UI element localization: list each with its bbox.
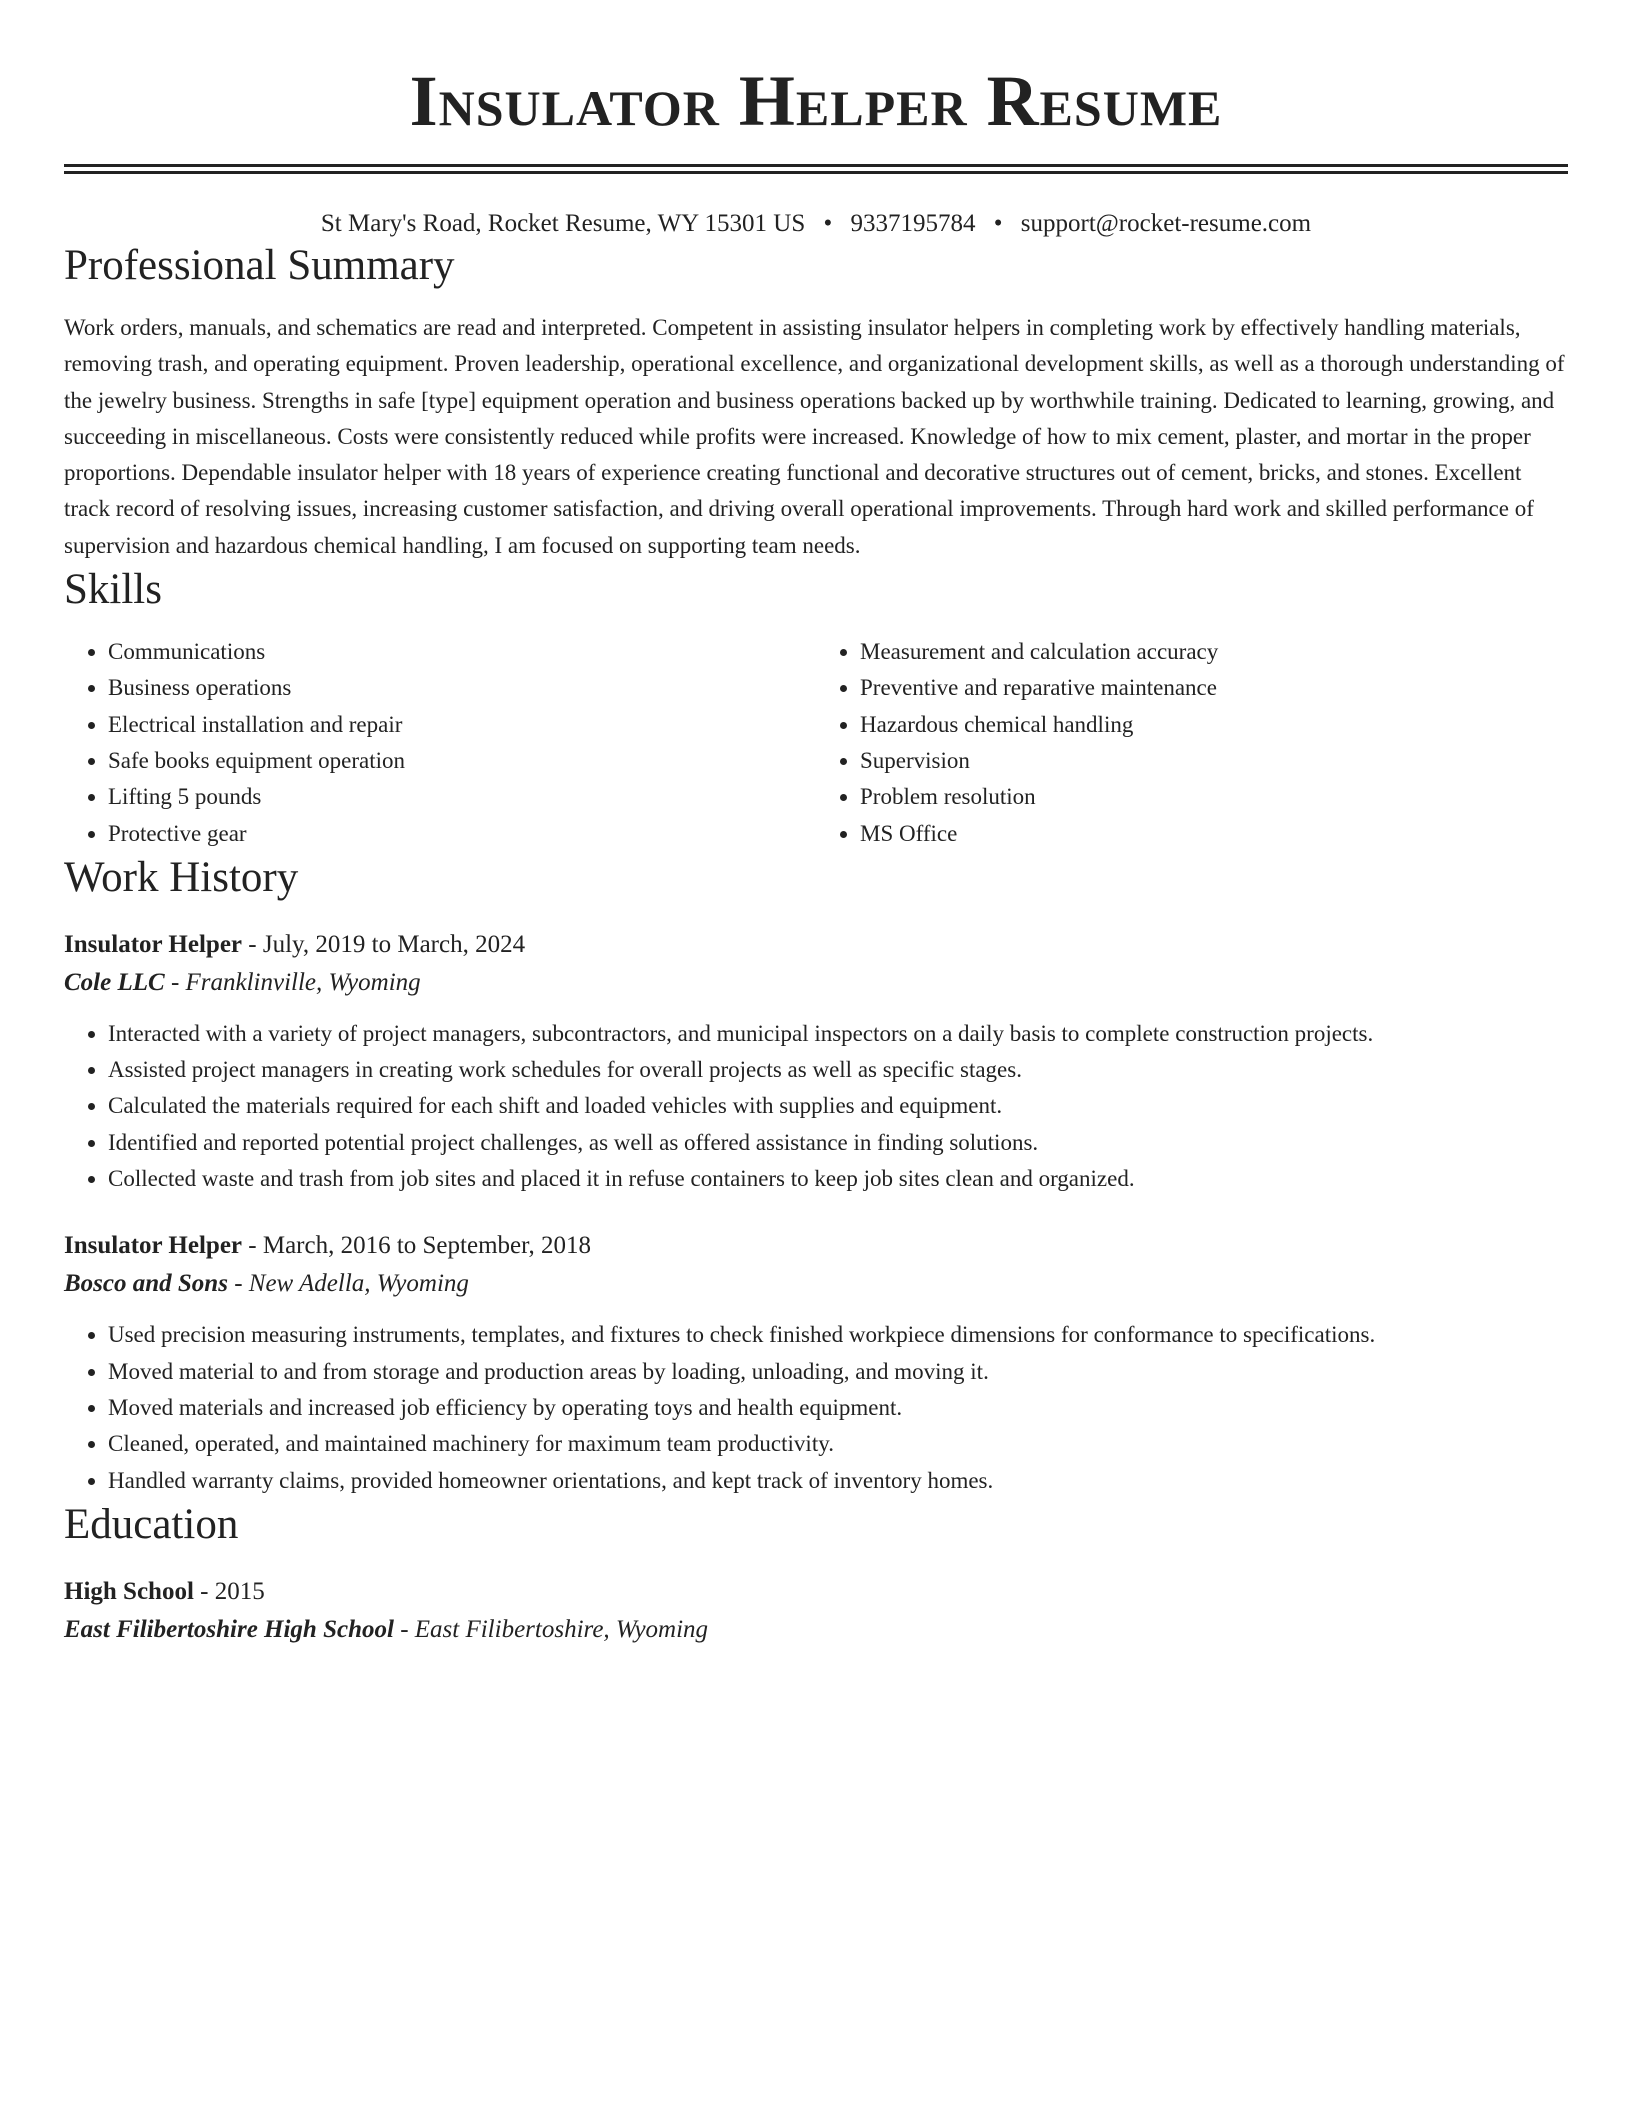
job-location: - Franklinville, Wyoming <box>164 968 421 996</box>
skill-item: • Communications <box>108 634 816 670</box>
job-bullet: • Moved materials and increased job efficiency by operating toys and health equipment. <box>108 1390 1568 1426</box>
job-bullet: • Assisted project managers in creating work schedules for overall projects as well as specific stages. <box>108 1052 1568 1088</box>
job-bullet: • Collected waste and trash from job sites and placed it in refuse containers to keep job sites clean and organized. <box>108 1161 1568 1197</box>
job-role: Insulator Helper <box>64 1232 243 1260</box>
education-school: East Filibertoshire High School <box>64 1615 394 1643</box>
skills-column-left <box>64 634 816 852</box>
contact-email: support@rocket-resume.com <box>1020 210 1312 237</box>
job-bullet: • Cleaned, operated, and maintained machinery for maximum team productivity. <box>108 1426 1568 1462</box>
job-company: Cole LLC <box>64 968 165 996</box>
skills-list <box>64 634 1568 852</box>
skill-item: • Supervision <box>860 743 1568 779</box>
summary-heading: Professional Summary <box>64 242 455 289</box>
resume-title: Insulator Helper Resume <box>409 61 1223 141</box>
job-bullet: • Interacted with a variety of project managers, subcontractors, and municipal inspectors on a daily basis to complete construction projects. <box>108 1016 1568 1052</box>
skill-item: • Electrical installation and repair <box>108 707 816 743</box>
education-location: - East Filibertoshire, Wyoming <box>393 1615 709 1643</box>
work-history-heading: Work History <box>64 853 299 901</box>
title-double-rule <box>64 164 1568 174</box>
education-school-line <box>64 1611 1568 1649</box>
job-bullets <box>64 1317 1568 1498</box>
skill-item: • Business operations <box>108 670 816 706</box>
job-bullet: • Handled warranty claims, provided homeowner orientations, and kept track of inventory homes. <box>108 1463 1568 1499</box>
job-bullet: • Moved material to and from storage and production areas by loading, unloading, and moving it. <box>108 1354 1568 1390</box>
skill-item: • Lifting 5 pounds <box>108 779 816 815</box>
contact-separator: • <box>823 210 833 237</box>
skill-item: • Measurement and calculation accuracy <box>860 634 1568 670</box>
skill-item: • Hazardous chemical handling <box>860 707 1568 743</box>
job-dates: - July, 2019 to March, 2024 <box>242 930 526 958</box>
education-heading: Education <box>64 1500 239 1548</box>
education-degree: High School <box>64 1577 194 1605</box>
skill-item: • Safe books equipment operation <box>108 743 816 779</box>
contact-separator: • <box>993 210 1003 237</box>
job-bullet: • Calculated the materials required for each shift and loaded vehicles with supplies and equipment. <box>108 1088 1568 1124</box>
job-company: Bosco and Sons <box>64 1270 228 1298</box>
skill-item: • Problem resolution <box>860 779 1568 815</box>
job-dates: - March, 2016 to September, 2018 <box>242 1232 591 1260</box>
job-title-line <box>64 1227 1568 1265</box>
job-title-line <box>64 926 1568 964</box>
skills-column-right <box>816 634 1568 852</box>
skill-item: • Preventive and reparative maintenance <box>860 670 1568 706</box>
contact-line <box>64 208 1568 240</box>
job-company-line <box>64 964 1568 1002</box>
job-role: Insulator Helper <box>64 930 243 958</box>
job-bullets <box>64 1016 1568 1197</box>
job-entry <box>64 1227 1568 1498</box>
contact-phone: 9337195784 <box>850 210 976 237</box>
job-bullet: • Identified and reported potential project challenges, as well as offered assistance in finding solutions. <box>108 1125 1568 1161</box>
skills-heading: Skills <box>64 566 162 614</box>
job-company-line <box>64 1265 1568 1303</box>
education-year: - 2015 <box>193 1577 265 1605</box>
job-bullet: • Used precision measuring instruments, templates, and fixtures to check finished workpiece dimensions for conformance to specifications. <box>108 1317 1568 1353</box>
education-degree-line <box>64 1573 1568 1611</box>
job-location: - New Adella, Wyoming <box>227 1270 469 1298</box>
job-entry <box>64 926 1568 1197</box>
skill-item: • Protective gear <box>108 816 816 852</box>
summary-text: Work orders, manuals, and schematics are read and interpreted. Competent in assisting insulator helpers in completing work by effectively handling materials, removing trash, and operating equipment. Proven leadership, operational excellence, and organizational development skills, as well as a thorough understanding of the jewelry business. Strengths in safe [type] equipment operation and business operations backed up by worthwhile training. Dedicated to learning, growing, and succeeding in miscellaneous. Costs were consistently reduced while profits were increased. Knowledge of how to mix cement, plaster, and mortar in the proper proportions. Dependable insulator helper with 18 years of experience creating functional and decorative structures out of cement, bricks, and stones. Excellent track record of resolving issues, increasing customer satisfaction, and driving overall operational improvements. Through hard work and skilled performance of supervision and hazardous chemical handling, I am focused on supporting team needs. <box>64 315 1565 558</box>
skill-item: • MS Office <box>860 816 1568 852</box>
education-entry <box>64 1573 1568 1649</box>
contact-address: St Mary's Road, Rocket Resume, WY 15301 US <box>320 210 806 237</box>
